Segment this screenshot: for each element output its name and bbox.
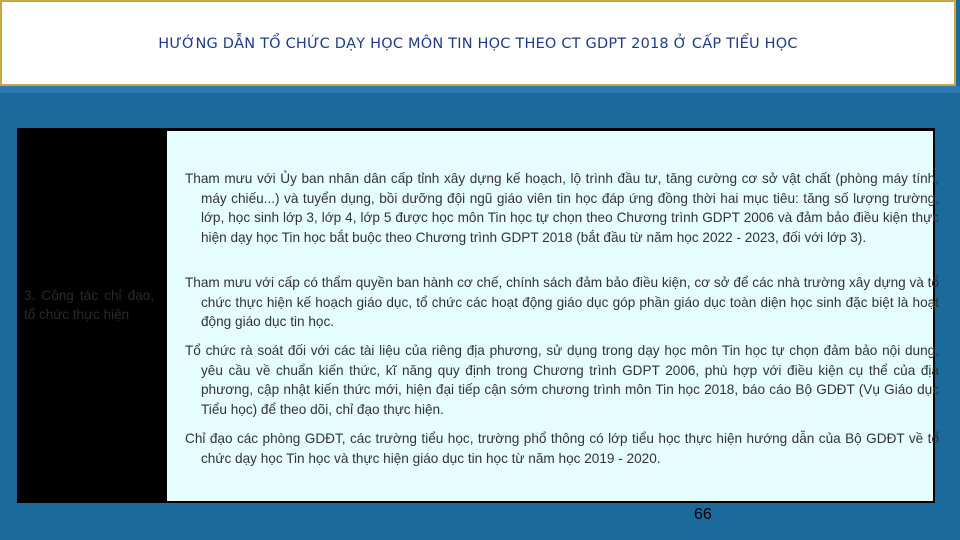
- title-bar: [0, 0, 956, 86]
- section-label-cell: [18, 129, 166, 502]
- header-stripe: [0, 86, 960, 93]
- content-table: [17, 128, 939, 503]
- slide-title: HƯỚNG DẪN TỔ CHỨC DẠY HỌC MÔN TIN HỌC THEO CT GDPT 2018 Ở CẤP TIỂU HỌC: [158, 36, 798, 52]
- page-number: 66: [694, 506, 712, 523]
- content-paragraph: Tham mưu với Ủy ban nhân dân cấp tỉnh xây dựng kế hoạch, lộ trình đầu tư, tăng cường cơ sở vật chất (phòng máy tính, máy chiếu...) và tuyển dụng, bồi dưỡng đội ngũ giáo viên tin học đáp ứng đồng thời hai mục tiêu: tăng số lượng trường, lớp, học sinh lớp 3, lớp 4, lớp 5 được học môn Tin học tự chọn theo Chương trình GDPT 2006 và đảm bảo điều kiện thực hiện dạy học Tin học bắt buộc theo Chương trình GDPT 2018 (bắt đầu từ năm học 2022 - 2023, đối với lớp 3).: [185, 171, 939, 245]
- content-paragraph: Tham mưu với cấp có thẩm quyền ban hành cơ chế, chính sách đảm bảo điều kiện, cơ sở để các nhà trường xây dựng và tổ chức thực hiện kế hoạch giáo dục, tổ chức các hoạt động giáo dục góp phần giáo dục toàn diện học sinh đặc biệt là hoạt động giáo dục tin học.: [185, 275, 939, 330]
- content-paragraph: Tổ chức rà soát đối với các tài liệu của riêng địa phương, sử dụng trong dạy học môn Tin học tự chọn đảm bảo nội dung, yêu cầu về chuẩn kiến thức, kĩ năng quy định trong Chương trình GDPT 2006, phù hợp với điều kiện cụ thể của địa phương, cập nhật kiến thức mới, hiện đại tiếp cận sớm chương trình môn Tin học 2018, báo cáo Bộ GDĐT (Vụ Giáo dục Tiểu học) để theo dõi, chỉ đạo thực hiện.: [185, 343, 939, 417]
- content-paragraph: Chỉ đạo các phòng GDĐT, các trường tiểu học, trường phổ thông có lớp tiểu học thực hiện hướng dẫn của Bộ GDĐT về tổ chức dạy học Tin học và thực hiện giáo dục tin học từ năm học 2019 - 2020.: [185, 431, 939, 466]
- section-label: 3. Công tác chỉ đạo, tổ chức thực hiện: [24, 288, 154, 322]
- section-content-cell: [167, 131, 939, 501]
